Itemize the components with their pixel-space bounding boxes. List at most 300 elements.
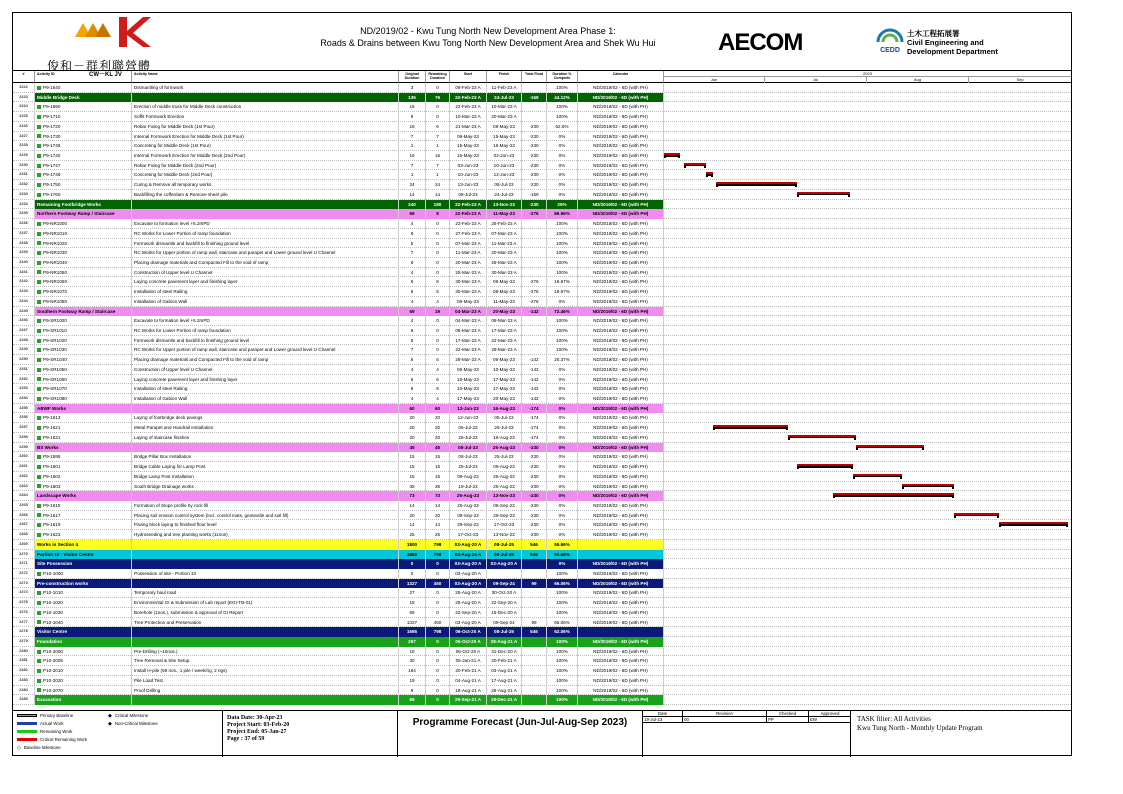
critical-remaining-bar[interactable]	[856, 445, 924, 450]
jv-name: 俊和－群利聯營體	[47, 59, 152, 73]
cell-text: 25	[409, 532, 415, 538]
legend-swatch	[17, 730, 37, 733]
table-row[interactable]	[13, 345, 1071, 355]
col-header-activity-id[interactable]: Activity ID	[35, 71, 132, 83]
gantt-lane	[664, 462, 1071, 472]
col-header-pct[interactable]: Duration % Complete	[547, 71, 578, 83]
wbs-summary-row[interactable]	[13, 550, 1071, 560]
cell-act	[35, 170, 132, 180]
cell-tf	[522, 258, 547, 268]
cell-fi	[487, 695, 522, 705]
cell-calname	[578, 452, 664, 462]
cell-text: 73	[409, 493, 415, 499]
col-header-total-float[interactable]: Total Float	[522, 71, 547, 83]
cell-text: -230	[529, 182, 539, 188]
cell-text: 29-Sep-23	[493, 512, 515, 518]
cell-act	[35, 433, 132, 443]
cell-text: P9-1710	[43, 114, 61, 120]
cell-text: 06-May-23	[493, 289, 515, 295]
cell-text: 25-Aug-23	[493, 483, 515, 489]
table-row[interactable]	[13, 170, 1071, 180]
cell-tf	[522, 229, 547, 239]
task-filter	[851, 711, 1071, 757]
activity-icon	[37, 134, 41, 138]
col-header-finish[interactable]: Finish	[487, 71, 522, 83]
table-row[interactable]	[13, 132, 1071, 142]
table-row[interactable]	[13, 520, 1071, 530]
cell-od	[399, 287, 426, 297]
cell-text: 100%	[556, 337, 568, 343]
cell-text: 2264	[19, 493, 28, 498]
table-row[interactable]	[13, 219, 1071, 229]
cell-fi	[487, 345, 522, 355]
cell-st	[450, 190, 487, 200]
cell-st	[450, 151, 487, 161]
cell-text: Pile Load Test	[134, 677, 163, 683]
table-row[interactable]	[13, 618, 1071, 628]
cell-act	[35, 239, 132, 249]
table-row[interactable]	[13, 656, 1071, 666]
cell-text: 10-Jun-23	[457, 172, 479, 178]
table-row[interactable]	[13, 472, 1071, 482]
cell-text: 11-Mar-23 A	[455, 250, 481, 256]
cell-od	[399, 268, 426, 278]
cell-od	[399, 200, 426, 210]
cell-text: -230	[529, 133, 539, 139]
cell-text: 09-Sep-24	[493, 619, 515, 625]
cell-text: P10-1010	[43, 590, 63, 596]
table-row[interactable]	[13, 686, 1071, 696]
cell-text: ND/2019/02 - 6D (with PH)	[593, 143, 648, 149]
cell-tf	[522, 433, 547, 443]
critical-remaining-bar[interactable]	[664, 153, 680, 158]
cell-text: 100%	[556, 590, 568, 596]
table-row[interactable]	[13, 326, 1071, 336]
cell-name	[132, 637, 399, 647]
cell-text: 24-Jul-23	[494, 191, 514, 197]
cell-text: 15-Dec-20 A	[491, 609, 517, 615]
cell-text: 08-Jul-23	[458, 191, 478, 197]
wbs-summary-row[interactable]	[13, 637, 1071, 647]
gantt-lane	[664, 472, 1071, 482]
critical-remaining-bar[interactable]	[833, 493, 953, 498]
cell-text: 0	[436, 687, 439, 693]
cell-pc	[547, 618, 578, 628]
cell-text: 2268	[19, 532, 28, 537]
cell-calname	[578, 345, 664, 355]
table-row[interactable]	[13, 190, 1071, 200]
table-row[interactable]	[13, 666, 1071, 676]
cell-act	[35, 326, 132, 336]
cell-text: 2262	[19, 473, 28, 478]
table-row[interactable]	[13, 112, 1071, 122]
table-row[interactable]	[13, 239, 1071, 249]
gantt-lane	[664, 258, 1071, 268]
cell-text: 19	[434, 308, 441, 314]
cell-act	[35, 540, 132, 550]
cell-tf	[522, 112, 547, 122]
legend-label: Critical Remaining Work	[40, 737, 88, 742]
cell-rd	[426, 336, 450, 346]
critical-remaining-bar[interactable]	[713, 425, 788, 430]
cell-text: Installation of steel Railing	[134, 386, 188, 392]
cell-text: 73	[434, 493, 441, 499]
table-row[interactable]	[13, 151, 1071, 161]
cell-od	[399, 550, 426, 560]
table-row[interactable]	[13, 413, 1071, 423]
activity-icon	[37, 300, 41, 304]
col-header-start[interactable]: Start	[450, 71, 487, 83]
wbs-summary-row[interactable]	[13, 540, 1071, 550]
aecom-logo: AECOM	[718, 29, 803, 56]
cell-text: 8	[410, 328, 414, 333]
cell-tf	[522, 666, 547, 676]
cell-text: 2225	[19, 114, 28, 119]
table-row[interactable]	[13, 482, 1071, 492]
cell-text: 2222	[19, 85, 28, 89]
cell-text: P9-1748	[43, 172, 61, 178]
cell-od	[399, 569, 426, 579]
cell-text: 2247	[19, 328, 28, 332]
cell-text: Hydroseeding and tree planting works (11nos)	[134, 532, 228, 538]
cell-text: 0	[436, 221, 439, 227]
gantt-lane	[664, 112, 1071, 122]
critical-remaining-bar[interactable]	[716, 182, 797, 187]
cell-text: 1327	[406, 619, 418, 625]
wbs-summary-row[interactable]	[13, 627, 1071, 637]
cell-act	[35, 462, 132, 472]
col-header-rem-dur[interactable]: Remaining Duration	[426, 71, 450, 83]
cell-calname	[578, 307, 664, 317]
cell-text: 03-Aug-20 A	[490, 561, 518, 567]
cell-pc	[547, 336, 578, 346]
cell-tf	[522, 569, 547, 579]
cell-num	[13, 307, 35, 317]
cell-act	[35, 569, 132, 579]
cell-name	[132, 287, 399, 297]
cell-text: 1	[410, 143, 414, 149]
table-row[interactable]	[13, 676, 1071, 686]
table-row[interactable]	[13, 452, 1071, 462]
cell-text: -230	[529, 444, 539, 450]
table-row[interactable]	[13, 598, 1071, 608]
cell-pc	[547, 355, 578, 365]
table-row[interactable]	[13, 122, 1071, 132]
critical-remaining-bar[interactable]	[706, 172, 713, 177]
cell-name	[132, 404, 399, 414]
cell-act	[35, 355, 132, 365]
cell-text: 10-Mar-23 A	[455, 114, 481, 120]
table-row[interactable]	[13, 569, 1071, 579]
gantt-lane	[664, 559, 1071, 569]
critical-remaining-bar[interactable]	[797, 464, 852, 469]
activity-icon	[37, 436, 41, 440]
cell-fi	[487, 666, 522, 676]
cell-calname	[578, 608, 664, 618]
cell-text: 07-Mar-23 A	[455, 240, 481, 246]
gantt-lane	[664, 647, 1071, 657]
cell-name	[132, 482, 399, 492]
wbs-summary-row[interactable]	[13, 491, 1071, 501]
table-row[interactable]	[13, 258, 1071, 268]
cell-text: 30-Oct-20 A	[491, 590, 517, 596]
activity-icon	[37, 329, 41, 333]
gantt-lane	[664, 676, 1071, 686]
cell-text: 60	[409, 405, 415, 411]
cell-num	[13, 326, 35, 336]
cell-text: 14	[409, 502, 415, 508]
cell-text: 16.67%	[554, 279, 570, 285]
activity-icon	[37, 241, 41, 245]
critical-remaining-bar[interactable]	[902, 484, 954, 489]
cell-rd	[426, 161, 450, 171]
critical-remaining-bar[interactable]	[954, 513, 1000, 518]
cell-text: 2275	[19, 600, 28, 605]
cell-rd	[426, 141, 450, 151]
table-row[interactable]	[13, 423, 1071, 433]
cell-text: -276	[529, 298, 539, 304]
cell-text: 0%	[558, 502, 566, 508]
table-row[interactable]	[13, 608, 1071, 618]
table-row[interactable]	[13, 375, 1071, 385]
table-row[interactable]	[13, 141, 1071, 151]
cell-text: 0	[436, 697, 439, 703]
cell-text: 29-Sep-23	[457, 522, 479, 528]
critical-remaining-bar[interactable]	[797, 192, 849, 197]
col-header-activity-name[interactable]: Activity Name	[132, 71, 399, 83]
cell-fi	[487, 579, 522, 589]
cell-pc	[547, 627, 578, 637]
cell-text: 0%	[558, 512, 566, 518]
title-line-1: ND/2019/02 - Kwu Tung North New Development Area Phase 1:	[360, 26, 616, 36]
critical-remaining-bar[interactable]	[999, 522, 1067, 527]
col-header-calendar[interactable]: Calendar	[578, 71, 664, 83]
cell-tf	[522, 695, 547, 705]
wbs-summary-row[interactable]	[13, 579, 1071, 589]
cell-name	[132, 209, 399, 219]
cell-od	[399, 161, 426, 171]
cell-text: ND/2019/02 - 6D (with PH)	[593, 658, 648, 664]
cell-text: Landscape Works	[37, 493, 77, 499]
cell-text: 04-Mar-23 A	[455, 308, 481, 314]
cell-od	[399, 559, 426, 569]
table-row[interactable]	[13, 102, 1071, 112]
table-row[interactable]	[13, 83, 1071, 93]
cell-text: 2232	[19, 182, 28, 187]
wbs-summary-row[interactable]	[13, 209, 1071, 219]
cell-name	[132, 472, 399, 482]
table-row[interactable]	[13, 355, 1071, 365]
cell-fi	[487, 336, 522, 346]
table-row[interactable]	[13, 248, 1071, 258]
cell-text: Proof Drilling	[134, 687, 161, 693]
cell-text: ND/2019/02 - 6D (with PH)	[593, 366, 648, 372]
gantt-lane	[664, 394, 1071, 404]
activity-icon	[37, 358, 41, 362]
cell-text: 11-Mar-23 A	[491, 240, 517, 246]
wbs-summary-row[interactable]	[13, 443, 1071, 453]
cell-pc	[547, 122, 578, 132]
table-row[interactable]	[13, 277, 1071, 287]
cell-od	[399, 375, 426, 385]
cell-text: 0	[410, 561, 414, 567]
cell-text: P9-SR1030	[43, 347, 67, 353]
critical-remaining-bar[interactable]	[853, 474, 902, 479]
cell-text: 16	[434, 153, 441, 159]
table-row[interactable]	[13, 229, 1071, 239]
table-row[interactable]	[13, 384, 1071, 394]
cell-act	[35, 307, 132, 317]
table-row[interactable]	[13, 287, 1071, 297]
cell-od	[399, 608, 426, 618]
cell-calname	[578, 375, 664, 385]
table-row[interactable]	[13, 316, 1071, 326]
cell-text: 25%	[557, 201, 567, 207]
cell-name	[132, 336, 399, 346]
activity-icon	[37, 222, 41, 226]
table-row[interactable]	[13, 647, 1071, 657]
cell-tf	[522, 530, 547, 540]
cell-text: 69	[409, 211, 415, 217]
cell-text: 4	[436, 298, 439, 304]
cell-text: ND/2019/02 - 6D (with PH)	[593, 259, 648, 265]
cell-st	[450, 404, 487, 414]
cell-od	[399, 277, 426, 287]
cell-rd	[426, 569, 450, 579]
cell-text: P10-1040	[43, 619, 63, 625]
cell-pc	[547, 219, 578, 229]
cell-text: 0	[436, 590, 439, 596]
cell-tf	[522, 161, 547, 171]
cell-tf	[522, 316, 547, 326]
table-row[interactable]	[13, 433, 1071, 443]
cell-name	[132, 579, 399, 589]
cell-rd	[426, 297, 450, 307]
cell-text: ND/2019/02 - 6D (with PH)	[593, 289, 648, 295]
cell-act	[35, 676, 132, 686]
wbs-summary-row[interactable]	[13, 200, 1071, 210]
cell-od	[399, 102, 426, 112]
cell-od	[399, 579, 426, 589]
cell-text: 2257	[19, 425, 28, 430]
cell-text: 13-Jun-23	[457, 182, 479, 188]
gantt-lane	[664, 132, 1071, 142]
cell-pc	[547, 501, 578, 511]
cell-od	[399, 384, 426, 394]
table-row[interactable]	[13, 588, 1071, 598]
cell-st	[450, 647, 487, 657]
diamond-icon: ◆	[108, 721, 112, 727]
gantt-lane	[664, 277, 1071, 287]
cell-text: 25-Mar-23 A	[455, 269, 481, 275]
cell-calname	[578, 637, 664, 647]
cell-text: 2261	[19, 464, 28, 469]
cell-pc	[547, 375, 578, 385]
wbs-summary-row[interactable]	[13, 404, 1071, 414]
col-header-orig-dur[interactable]: Original Duration	[399, 71, 426, 83]
cell-text: 0%	[558, 434, 566, 440]
cell-text: ND/2019/02 - 6D (with PH)	[593, 677, 648, 683]
cell-text: 03-Jun-23	[457, 162, 479, 168]
cell-name	[132, 248, 399, 258]
cell-fi	[487, 200, 522, 210]
cell-text: 20	[409, 434, 415, 440]
table-row[interactable]	[13, 297, 1071, 307]
cell-text: P9-SR1010	[43, 328, 67, 333]
cell-fi	[487, 297, 522, 307]
cell-calname	[578, 93, 664, 103]
table-row[interactable]	[13, 161, 1071, 171]
col-header-num[interactable]: #	[13, 71, 35, 83]
table-row[interactable]	[13, 365, 1071, 375]
cell-text: P9-1631	[43, 434, 61, 440]
cell-st	[450, 132, 487, 142]
table-row[interactable]	[13, 511, 1071, 521]
cell-text: ND/2019/02 - 6D (with PH)	[593, 668, 648, 674]
cell-num	[13, 656, 35, 666]
cell-text: 2272	[19, 571, 28, 575]
table-row[interactable]	[13, 336, 1071, 346]
wbs-summary-row[interactable]	[13, 695, 1071, 705]
cell-fi	[487, 618, 522, 628]
cell-text: ND/2019/02 - 6D (with PH)	[593, 590, 648, 596]
activity-icon	[37, 513, 41, 517]
cell-text: 20-Mar-23 A	[491, 114, 517, 120]
critical-remaining-bar[interactable]	[788, 435, 856, 440]
cell-od	[399, 598, 426, 608]
cell-rd	[426, 695, 450, 705]
cell-tf	[522, 511, 547, 521]
cell-rd	[426, 520, 450, 530]
cell-pc	[547, 511, 578, 521]
table-row[interactable]	[13, 268, 1071, 278]
cell-text: ND/2019/02 - 6D (with PH)	[593, 522, 648, 528]
gantt-lane	[664, 656, 1071, 666]
table-row[interactable]	[13, 462, 1071, 472]
cell-text: 2242	[19, 279, 28, 284]
cell-text: 2240	[19, 259, 28, 264]
cell-text: 2285	[19, 697, 28, 702]
table-row[interactable]	[13, 394, 1071, 404]
table-row[interactable]	[13, 180, 1071, 190]
cell-text: 0%	[558, 464, 566, 470]
cell-calname	[578, 666, 664, 676]
wbs-summary-row[interactable]	[13, 307, 1071, 317]
cell-act	[35, 501, 132, 511]
table-row[interactable]	[13, 501, 1071, 511]
cell-text: ND/2019/02 - 6D (with PH)	[593, 502, 648, 508]
cell-tf	[522, 676, 547, 686]
cell-text: ND/2019/02 - 6D (with PH)	[593, 600, 648, 606]
critical-remaining-bar[interactable]	[684, 163, 707, 168]
cell-text: ND/2019/02 - 6D (with PH)	[593, 337, 648, 343]
cell-text: Internal Formwork Erection for Middle Deck (1st Pour)	[134, 133, 244, 139]
cell-text: 798	[433, 629, 442, 635]
table-row[interactable]	[13, 530, 1071, 540]
cell-act	[35, 375, 132, 385]
cell-name	[132, 326, 399, 336]
gantt-lane	[664, 579, 1071, 589]
wbs-summary-row[interactable]	[13, 559, 1071, 569]
cell-calname	[578, 404, 664, 414]
cell-text: 100%	[556, 259, 568, 265]
cell-text: Installation of Gabion Wall	[134, 396, 188, 402]
cell-fi	[487, 413, 522, 423]
cell-text: P9-1595	[43, 454, 61, 460]
cell-od	[399, 686, 426, 696]
cell-calname	[578, 598, 664, 608]
wbs-summary-row[interactable]	[13, 93, 1071, 103]
